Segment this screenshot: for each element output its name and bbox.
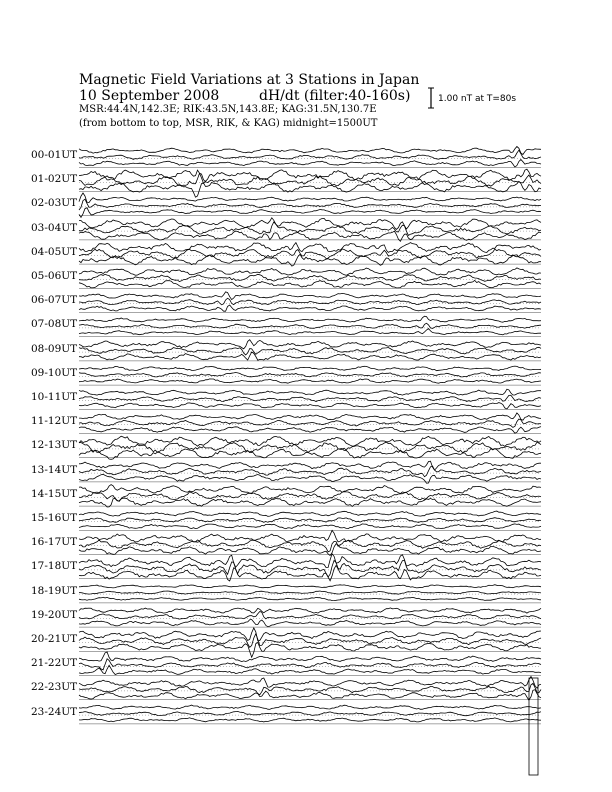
row-label: 05-06UT bbox=[31, 270, 78, 282]
row-label: 09-10UT bbox=[31, 366, 78, 379]
trace-kag bbox=[79, 676, 541, 688]
trace-kag bbox=[79, 366, 541, 371]
trace-kag bbox=[79, 243, 541, 253]
trace-kag bbox=[79, 461, 541, 470]
trace-rik bbox=[79, 173, 541, 186]
trace-kag bbox=[79, 705, 541, 709]
trace-kag bbox=[79, 389, 541, 395]
row-label: 17-18UT bbox=[31, 560, 78, 573]
trace-kag bbox=[79, 608, 541, 613]
trace-kag bbox=[79, 292, 541, 300]
trace-rik bbox=[79, 347, 541, 355]
trace-rik bbox=[79, 323, 541, 328]
row-label: 20-21UT bbox=[31, 633, 78, 645]
row-label: 15-16UT bbox=[31, 512, 78, 524]
trace-kag bbox=[79, 511, 541, 516]
row-label: 23-24UT bbox=[31, 705, 78, 718]
trace-kag bbox=[79, 485, 541, 494]
trace-kag bbox=[79, 585, 541, 588]
trace-rik bbox=[79, 683, 541, 694]
plot-title: Magnetic Field Variations at 3 Stations in Japan bbox=[79, 72, 420, 88]
trace-rik bbox=[79, 492, 541, 501]
trace-msr bbox=[79, 403, 541, 409]
row-label: 18-19UT bbox=[31, 584, 78, 597]
trace-kag bbox=[79, 530, 541, 542]
trace-kag bbox=[79, 193, 541, 203]
scale-bar-label: 1.00 nT at T=80s bbox=[438, 94, 517, 104]
row-label: 04-05UT bbox=[31, 245, 78, 258]
row-label: 16-17UT bbox=[31, 536, 78, 549]
trace-kag bbox=[79, 436, 541, 446]
row-label: 19-20UT bbox=[31, 608, 78, 621]
trace-msr bbox=[79, 427, 541, 434]
trace-rik bbox=[79, 199, 541, 210]
row-label: 13-14UT bbox=[31, 463, 78, 476]
traces bbox=[79, 147, 541, 722]
row-label: 14-15UT bbox=[31, 487, 78, 500]
trace-rik bbox=[79, 442, 541, 453]
trace-rik bbox=[79, 466, 541, 477]
row-label: 21-22UT bbox=[31, 657, 78, 670]
row-label: 00-01UT bbox=[31, 149, 78, 161]
row-label: 08-09UT bbox=[31, 342, 78, 355]
trace-msr bbox=[79, 305, 541, 311]
trace-kag bbox=[79, 413, 541, 420]
trace-kag bbox=[79, 554, 541, 568]
plot-date: 10 September 2008 bbox=[79, 88, 220, 104]
trace-msr bbox=[79, 597, 541, 600]
trace-msr bbox=[79, 181, 541, 197]
trace-rik bbox=[79, 591, 541, 594]
trace-kag bbox=[79, 268, 541, 275]
trace-kag bbox=[79, 340, 541, 349]
trace-msr bbox=[79, 280, 541, 288]
trace-msr bbox=[79, 208, 541, 218]
row-label: 06-07UT bbox=[31, 294, 78, 307]
row-label: 10-11UT bbox=[31, 391, 78, 403]
row-label: 12-13UT bbox=[31, 439, 78, 452]
trace-msr bbox=[79, 254, 541, 266]
trace-msr bbox=[79, 524, 541, 529]
trace-msr bbox=[79, 379, 541, 383]
trace-msr bbox=[79, 498, 541, 507]
trace-kag bbox=[79, 316, 541, 322]
trace-kag bbox=[79, 652, 541, 662]
trace-kag bbox=[79, 218, 541, 230]
row-label: 22-23UT bbox=[31, 681, 78, 694]
trace-msr bbox=[79, 329, 541, 335]
trace-msr bbox=[79, 620, 541, 627]
trace-msr bbox=[79, 643, 541, 658]
plot-quantity: dH/dt (filter:40-160s) bbox=[259, 88, 411, 104]
row-label: 02-03UT bbox=[31, 197, 78, 210]
trace-msr bbox=[79, 690, 541, 701]
row-label: 07-08UT bbox=[31, 318, 78, 331]
trace-kag bbox=[79, 147, 541, 155]
row-label: 11-12UT bbox=[31, 415, 78, 428]
trace-msr bbox=[79, 718, 541, 722]
row-label: 03-04UT bbox=[31, 221, 78, 234]
trace-rik bbox=[79, 274, 541, 281]
trace-msr bbox=[79, 160, 541, 168]
trace-msr bbox=[79, 352, 541, 360]
station-coordinates: MSR:44.4N,142.3E; RIK:43.5N,143.8E; KAG:31.5N,130.7E bbox=[79, 104, 377, 115]
trace-rik bbox=[79, 419, 541, 427]
row-label: 01-02UT bbox=[31, 173, 78, 186]
station-order-note: (from bottom to top, MSR, RIK, & KAG) midnight=1500UT bbox=[79, 118, 378, 129]
scale-bar bbox=[428, 88, 434, 108]
